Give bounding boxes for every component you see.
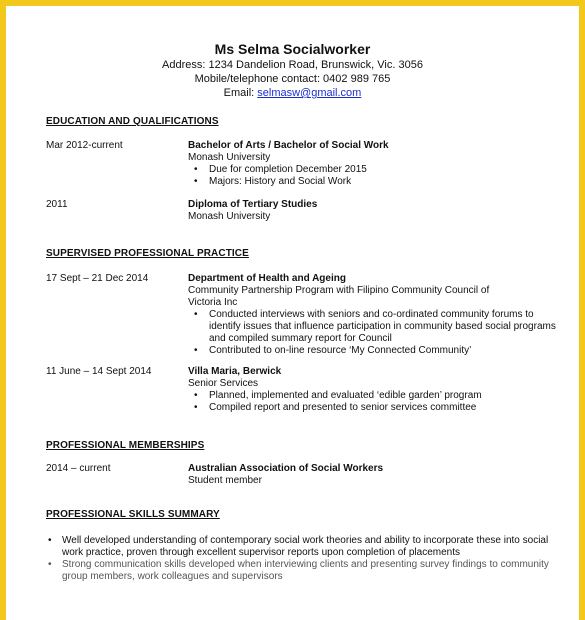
candidate-name: Ms Selma Socialworker [214,41,371,57]
entry-date: 17 Sept – 21 Dec 2014 [46,273,149,284]
entry-date: 2014 – current [46,463,111,474]
memberships-heading: PROFESSIONAL MEMBERSHIPS [46,440,205,451]
entry-title: Department of Health and Ageing [188,273,346,284]
practice-entry [46,273,559,357]
skills-list [46,535,555,583]
email-line [6,86,579,100]
entry-title: Bachelor of Arts / Bachelor of Social Work [188,140,389,151]
entry-title: Villa Maria, Berwick [188,366,282,377]
email-link[interactable]: selmasw@gmail.com [257,87,362,99]
entry-bullet: • Contributed to on-line resource ‘My Connected Community’ [208,345,559,357]
skill-item: • Strong communication skills developed when interviewing clients and presenting survey findings to community group members, work colleagues and supervisors [62,559,555,583]
entry-bullet: • Due for completion December 2015 [208,164,559,176]
entry-bullet: • Planned, implemented and evaluated ‘edible garden’ program [208,390,559,402]
entry-bullet: • Conducted interviews with seniors and co-ordinated community forums to identify issues that influence participation in community based social programs and compiled summary report for Council [208,309,559,345]
entry-org: Monash University [188,152,271,163]
entry-title: Australian Association of Social Workers [188,463,384,474]
skill-item: • Well developed understanding of contemporary social work theories and ability to incorporate these into social work practice, proven through excellent supervisor reports upon completion of placements [62,535,555,559]
membership-entry [46,463,559,487]
entry-org: Senior Services [188,378,259,389]
entry-org: Student member [188,475,262,486]
phone-line: Mobile/telephone contact: 0402 989 765 [194,73,391,85]
education-entry [46,140,559,188]
entry-date: 11 June – 14 Sept 2014 [46,366,152,377]
entry-date: Mar 2012-current [46,140,123,151]
entry-bullet: • Compiled report and presented to senior services committee [208,402,559,414]
entry-org-continued: Victoria Inc [188,297,238,308]
education-heading: EDUCATION AND QUALIFICATIONS [46,116,219,127]
entry-org: Monash University [188,211,271,222]
entry-title: Diploma of Tertiary Studies [188,199,318,210]
entry-date: 2011 [46,199,68,210]
resume-page [6,6,579,620]
skills-heading: PROFESSIONAL SKILLS SUMMARY [46,509,220,520]
address-line: Address: 1234 Dandelion Road, Brunswick, Vic. 3056 [162,59,423,71]
practice-heading: SUPERVISED PROFESSIONAL PRACTICE [46,248,249,259]
entry-org: Community Partnership Program with Filipino Community Council of [188,285,490,296]
email-label: Email: [223,87,258,99]
education-entry [46,199,559,223]
entry-bullet: • Majors: History and Social Work [208,176,559,188]
practice-entry [46,366,559,414]
resume-header [6,40,579,100]
